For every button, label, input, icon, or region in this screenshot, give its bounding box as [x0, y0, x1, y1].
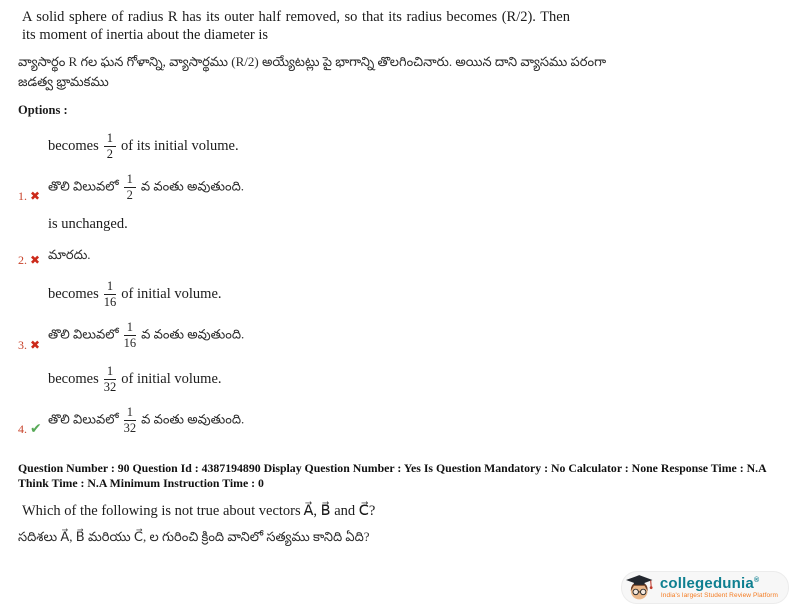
logo-tagline: India's largest Student Review Platform	[660, 592, 778, 599]
option-3-text-english: becomes $\frac{1}{16}$ of initial volume.	[48, 279, 222, 310]
option-2-text-telugu: మారదు.	[48, 247, 91, 263]
option-1-marker	[18, 189, 48, 204]
option-2-text-english: is unchanged.	[48, 216, 128, 233]
next-question-text-telugu: సదిశలు A⃗, B⃗ మరియు C⃗, ల గురించి క్రింది వానిలో సత్యము కానిది ఏది?	[18, 528, 370, 544]
fraction: $\frac{1}{16}$	[123, 320, 137, 351]
option-3-marker	[18, 338, 48, 353]
logo-text	[660, 576, 778, 599]
next-question-text-english: Which of the following is not true about vectors A⃗, B⃗ and C⃗?	[22, 502, 376, 519]
option-number: 3.	[18, 337, 27, 352]
option-3-body	[48, 280, 244, 351]
cross-icon: ✖	[30, 337, 41, 352]
option-4-body	[48, 365, 244, 436]
option-4-text-telugu: తొలి విలువలో $\frac{1}{32}$ వ వంతు అవుతుంది.	[48, 404, 245, 435]
collegedunia-mascot-icon	[626, 574, 656, 601]
option-1-text-telugu: తొలి విలువలో $\frac{1}{2}$ వ వంతు అవుతుంది.	[48, 171, 245, 202]
cross-icon: ✖	[30, 253, 41, 268]
fraction: $\frac{1}{16}$	[103, 279, 117, 310]
collegedunia-logo	[621, 571, 789, 604]
logo-brand-name: collegedunia®	[659, 575, 760, 592]
check-icon: ✔	[30, 421, 42, 438]
fraction: $\frac{1}{32}$	[103, 363, 117, 394]
registered-mark-icon: ®	[753, 577, 760, 584]
option-1-body	[48, 132, 244, 203]
options-label: Options :	[18, 102, 68, 117]
option-number: 2.	[18, 253, 27, 268]
question-text-telugu: వ్యాసార్థం R గల ఘన గోళాన్ని, వ్యాసార్థము (R/2) అయ్యేటట్లు పై భాగాన్ని తొలగించినారు. అయిన దాని వ్యాసము పరంగా జడత్వ భ్రామకము	[18, 54, 607, 90]
option-4-marker	[18, 421, 48, 437]
option-4-text-english: becomes $\frac{1}{32}$ of initial volume.	[48, 363, 222, 394]
option-3	[18, 280, 772, 351]
option-2-body	[48, 216, 128, 266]
question-metadata: Question Number : 90 Question Id : 4387194890 Display Question Number : Yes Is Question Mandatory : No Calculator : None Response Time : N.A Think Time : N.A Minimum Instruction Time : 0	[18, 461, 766, 491]
option-1-text-english: becomes $\frac{1}{2}$ of its initial volume.	[48, 130, 239, 161]
option-3-text-telugu: తొలి విలువలో $\frac{1}{16}$ వ వంతు అవుతుంది.	[48, 320, 245, 351]
option-1	[18, 132, 772, 203]
option-number: 1.	[18, 189, 27, 204]
fraction: $\frac{1}{2}$	[104, 132, 116, 161]
option-4	[18, 365, 772, 436]
question-text-english: A solid sphere of radius R has its outer half removed, so that its radius becomes (R/2). Then its moment of inertia about the diameter is	[22, 9, 570, 44]
cross-icon: ✖	[30, 189, 41, 204]
option-number: 4.	[18, 422, 27, 437]
fraction: $\frac{1}{32}$	[123, 404, 137, 435]
fraction: $\frac{1}{2}$	[124, 173, 136, 202]
option-2-marker	[18, 253, 48, 268]
option-2	[18, 216, 772, 266]
